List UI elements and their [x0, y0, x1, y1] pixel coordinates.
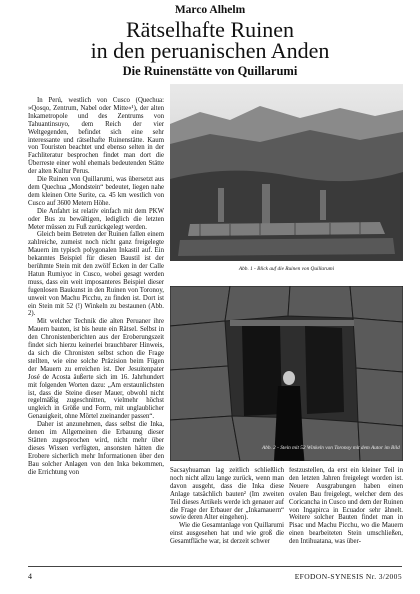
- paragraph: Sacsayhuaman lag zeitlich schließlich noch nicht allzu lange zurück, wenn man davon ausgeht, dass die Inka diese Anlage tatsächlich bauten² (Im zweiten Teil dieses Artikels werde ich genauer auf die Frage der Erbauer der „Inkamauern“ sowie deren Alter eingehen).: [170, 467, 284, 522]
- figure-1-caption: Abb. 1 - Blick auf die Ruinen von Quillarumi: [238, 266, 335, 272]
- text-column-2: [170, 467, 284, 562]
- figure-2-caption: Abb. 2 - Stein mit 52 Winkeln von Toronoy mit dem Autor im Bild: [262, 445, 400, 451]
- paragraph: festzustellen, da erst ein kleiner Teil in den letzten Jahren freigelegt worden ist. Neuere Ausgrabungen haben einen ovalen Bau freigelegt, welcher dem des Coricancha in Cusco und dem der Ruinen von Ingapirca in Ecuador sehr ähnelt. Weitere solcher Bauten findet man in Pisac und Machu Picchu, wo die Mauern einen bearbeiteten Stein umschließen, den Intihuatana, was über-: [289, 467, 403, 546]
- article-title: [0, 19, 420, 61]
- paragraph: Daher ist anzunehmen, dass selbst die Inka, denen im Allgemeinen die Erbauung dieser Stätten zugesprochen wird, nicht mehr über dieses Wissen verfügten, ansonsten hätten die Erobere sicherlich mehr Informationen über den Bau solcher Anlagen von den Inka bekommen, die Errichtung von: [28, 421, 164, 476]
- ruins-landscape-photo: [170, 84, 403, 261]
- paragraph: Die Anfahrt ist relativ einfach mit dem PKW oder Bus zu bewältigen, lediglich die letzten Meter müssen zu Fuß zurückgelegt werden.: [28, 207, 164, 231]
- paragraph: Mit welcher Technik die alten Peruaner ihre Mauern bauten, ist bis heute ein Rätsel. Selbst in den Chronistenberichten aus der Eroberungszeit findet sich hierzu keinerlei brauchbarer Hinweis, da sich die Chronisten selbst schon die Frage stellten, wie eine solche Präzision beim Fügen der Mauern zu erreichen ist. Der Jesuitenpater José de Acosta äußerte sich im 16. Jahrhundert mit folgenden Worten dazu: „Am erstaunlichsten ist, dass die Steine dieser Mauer, obwohl nicht regelmäßig zugeschnitten, vielmehr höchst ungleich in Größe und Form, mit unglaublicher Genauigkeit, ohne Mörtel zueinander passen“.: [28, 318, 164, 421]
- title-line-1: Rätselhafte Ruinen: [125, 17, 294, 42]
- footer-rule: [28, 566, 402, 567]
- paragraph: Wie die Gesamtanlage von Quillarumi einst ausgesehen hat und wie groß die Gesamtfläche war, ist derzeit schwer: [170, 522, 284, 546]
- page-number: 4: [28, 572, 32, 581]
- journal-issue: EFODON-SYNESIS Nr. 3/2005: [294, 572, 402, 581]
- text-column-1: [28, 97, 164, 562]
- paragraph: Gleich beim Betreten der Ruinen fallen einem zahlreiche, zumeist noch nicht ganz freigelegte Mauern im typisch polygonalen Inkastil auf. Ein bekanntes Beispiel für diesen Baustil ist der berühmte Stein mit den zwölf Ecken in der Calle Hatun Rumiyoc in Cusco, wobei gesagt werden muss, dass ein weit imposanteres Beispiel dieser fugenlosen Baukunst in den Ruinen von Toronoy, unweit von Machu Picchu, zu finden ist. Dort ist ein Stein mit 52 (!) Winkeln zu bestaunen (Abb. 2).: [28, 231, 164, 318]
- title-line-2: in den peruanischen Anden: [90, 38, 330, 63]
- article-subtitle: Die Ruinenstätte von Quillarumi: [122, 64, 298, 78]
- paragraph: Die Ruinen von Quillarumi, was übersetzt aus dem Quechua „Mondstein“ bedeutet, liegen nahe dem kleinen Orte Surite, ca. 45 km westlich von Cusco auf 3600 Metern Höhe.: [28, 176, 164, 207]
- text-column-3: [289, 467, 403, 562]
- paragraph: In Perú, westlich von Cusco (Quechua: »Qosqo, Zentrum, Nabel oder Mitte«¹), der alten Inkametropole und des Zentrums von Tahuantinsuyo, dem Reich der vier Weltgegenden, befindet sich eine sehr interessante und rätselhafte Ruinenstätte. Kaum von Touristen beachtet und ebenso selten in der Fachliteratur besprochen findet man dort die Überreste einer wohl ehemals bedeutenden Stätte der alten Kultur Perus.: [28, 97, 164, 176]
- stone-wall-photo: [170, 286, 403, 461]
- author: Marco Alhelm: [174, 4, 246, 16]
